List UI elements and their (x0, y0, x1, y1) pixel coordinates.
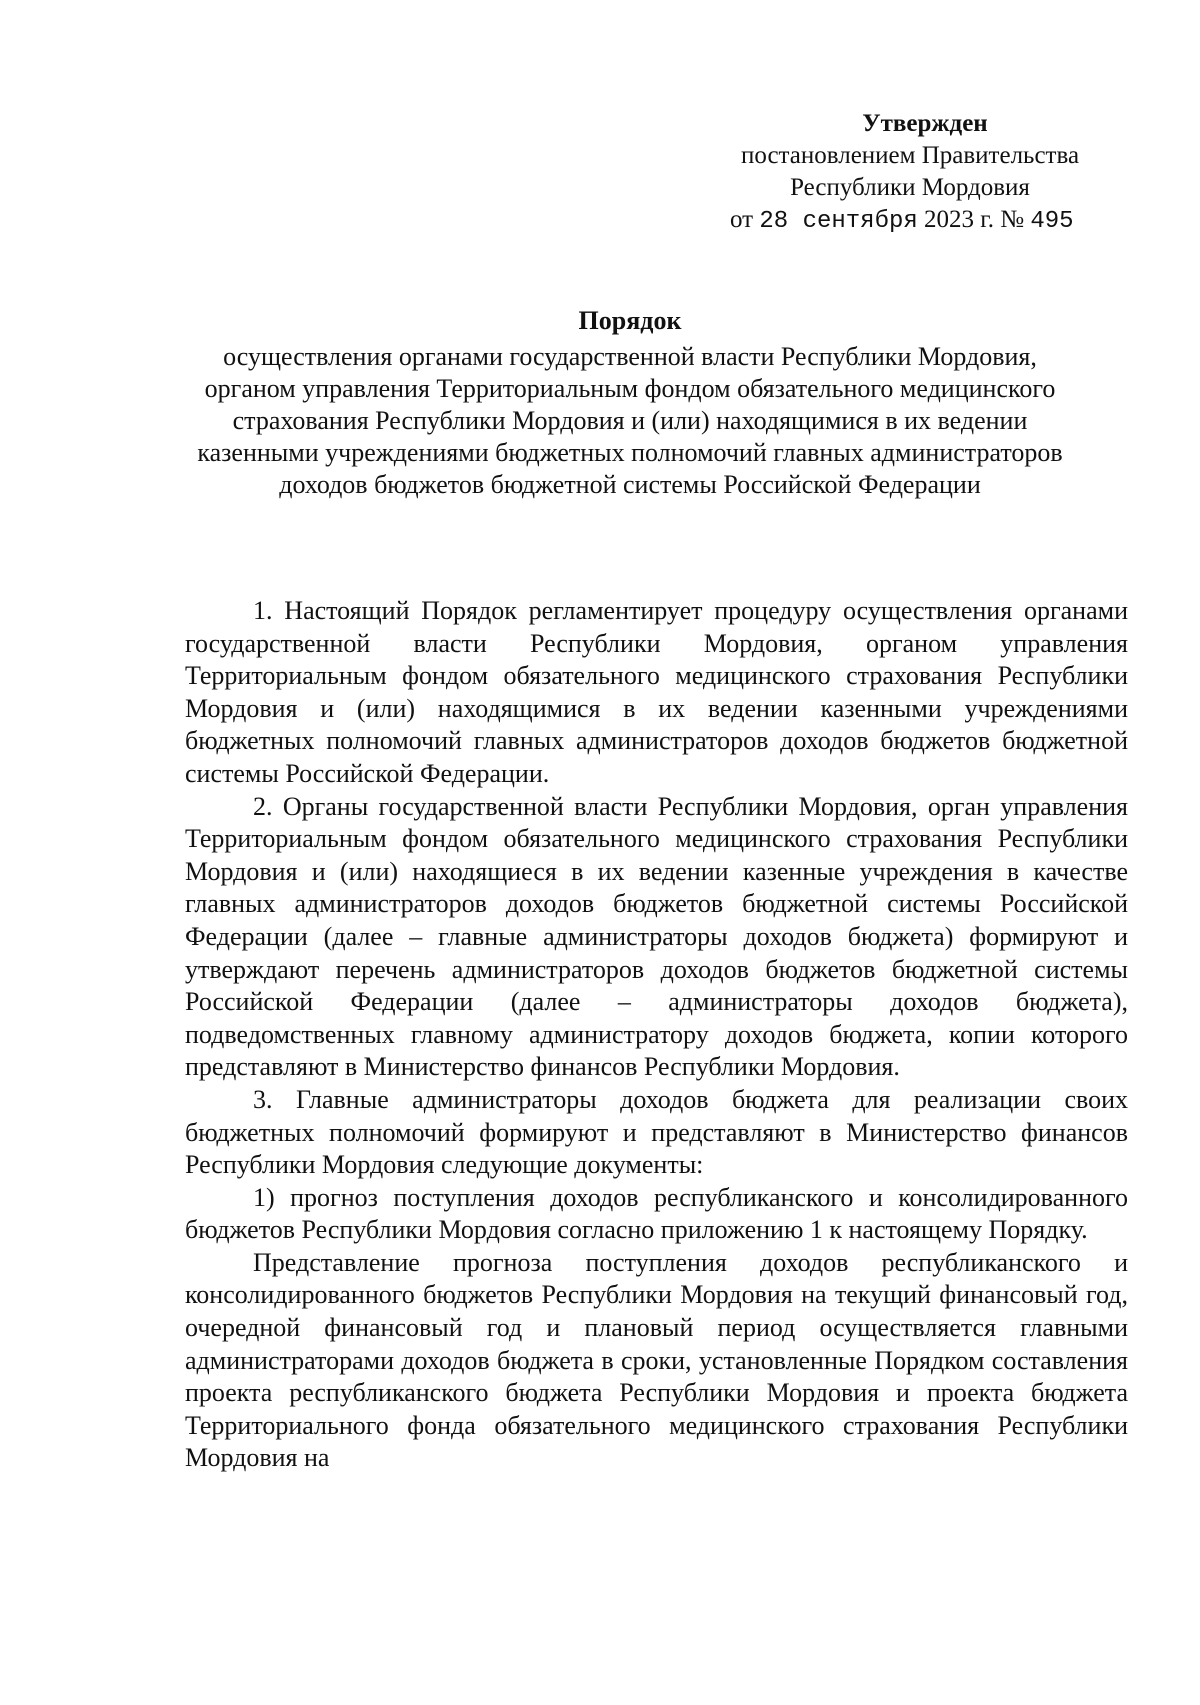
approval-date-value: 28 сентября (759, 208, 918, 235)
paragraph-3-item-1-details: Представление прогноза поступления доходов республиканского и консолидированного бюджетов Республики Мордовия на текущий финансовый год, очередной финансовый год и плановый период осуществляется главными администраторами доходов бюджета в сроки, установленные Порядком составления проекта республиканского бюджета Республики Мордовия и проекта бюджета Территориального фонда обязательного медицинского страхования Республики Мордовия на (185, 1247, 1128, 1473)
approval-line-1: постановлением Правительства (740, 142, 1080, 169)
paragraph-1: 1. Настоящий Порядок регламентирует процедуру осуществления органами государственной власти Республики Мордовия, органом управления Территориальным фондом обязательного медицинского страхования Республики Мордовия и (или) находящимися в их ведении казенными учреждениями бюджетных полномочий главных администраторов доходов бюджетов бюджетной системы Российской Федерации. (185, 596, 1128, 788)
approval-date-prefix: от (730, 206, 754, 233)
approval-date-line (700, 204, 1120, 238)
document-subtitle: осуществления органами государственной власти Республики Мордовия, органом управления Территориальным фондом обязательного медицинского страхования Республики Мордовия и (или) находящимися в их ведении казенными учреждениями бюджетных полномочий главных администраторов доходов бюджетов бюджетной системы Российской Федерации (197, 342, 1063, 499)
paragraph-3: 3. Главные администраторы доходов бюджета для реализации своих бюджетных полномочий формируют и представляют в Министерство финансов Республики Мордовия следующие документы: (185, 1084, 1128, 1180)
paragraph-3-item-1: 1) прогноз поступления доходов республиканского и консолидированного бюджетов Республики Мордовия согласно приложению 1 к настоящему Порядку. (185, 1182, 1128, 1245)
paragraph-2: 2. Органы государственной власти Республики Мордовия, орган управления Территориальным фондом обязательного медицинского страхования Республики Мордовия и (или) находящиеся в их ведении казенные учреждения в качестве главных администраторов доходов бюджетов бюджетной системы Российской Федерации (далее – главные администраторы доходов бюджета) формируют и утверждают перечень администраторов доходов бюджетов бюджетной системы Российской Федерации (далее – администраторы доходов бюджета), подведомственных главному администратору доходов бюджета, копии которого представляют в Министерство финансов Республики Мордовия. (185, 791, 1128, 1082)
approval-date-year: 2023 г. № (924, 206, 1025, 233)
document-body (185, 595, 1128, 1475)
approval-title: Утвержден (862, 110, 988, 137)
approval-number: 495 (1030, 208, 1074, 235)
approval-block (700, 108, 1120, 238)
approval-line-2: Республики Мордовия (790, 174, 1030, 201)
document-heading (190, 305, 1070, 501)
document-title: Порядок (578, 306, 682, 335)
